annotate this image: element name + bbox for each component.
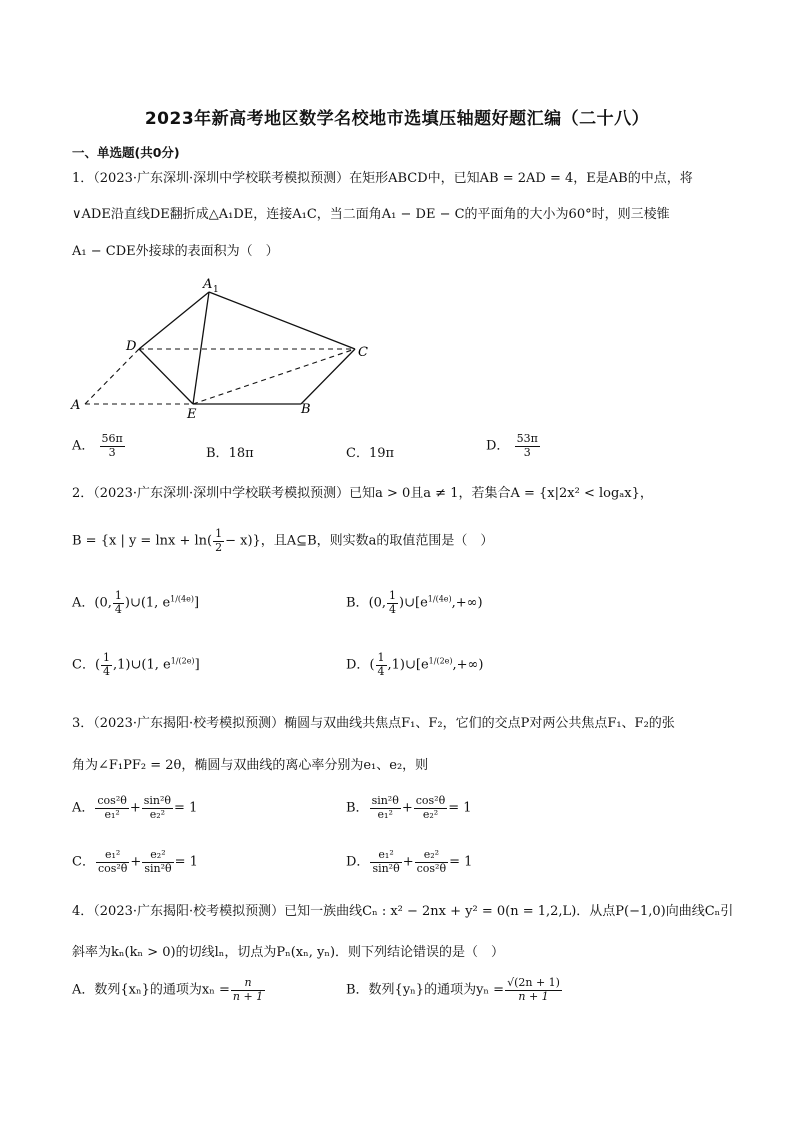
q1-line2: ∨ADE沿直线DE翻折成△A₁DE，连接A₁C，当二面角A₁ − DE − C的平面角的大小为60°时，则三棱锥 — [72, 207, 670, 222]
q4-option-a: A．数列{xₙ}的通项为xₙ = $\frac{n}{n + 1}$ — [72, 976, 264, 1003]
label-a1: A — [203, 277, 213, 292]
q1-option-c: C．19π — [346, 446, 395, 461]
q3-line2: 角为∠F₁PF₂ = 2θ，椭圆与双曲线的离心率分别为e₁、e₂，则 — [72, 758, 429, 773]
section-heading: 一、单选题(共0分) — [72, 145, 180, 160]
edge-d-e — [139, 349, 193, 404]
q1-line1: 1．（2023·广东深圳·深圳中学校联考模拟预测）在矩形ABCD中，已知AB = 2AD = 4，E是AB的中点，将 — [72, 171, 693, 186]
q1-figure — [66, 272, 386, 422]
q3-option-a: A． $\frac{\text{cos²θ}}{\text{e₁²}}$ + $\frac{\text{sin²θ}}{\text{e₂²}}$ = 1 — [72, 794, 198, 821]
document-title: 2023年新高考地区数学名校地市选填压轴题好题汇编（二十八） — [144, 109, 650, 129]
label-a1-sub: 1 — [213, 285, 219, 295]
edge-b-c — [301, 349, 355, 404]
edge-a-d-dashed — [85, 349, 139, 404]
edge-e-c-dashed — [193, 349, 355, 404]
q1-line3: A₁ − CDE外接球的表面积为（ ） — [72, 244, 279, 259]
q3-option-d: D． $\frac{\text{e₁²}}{\text{sin²θ}}$ + $\frac{\text{e₂²}}{\text{cos²θ}}$ = 1 — [346, 848, 473, 875]
q1-option-a: A． $\frac{56\pi}{3}$ — [72, 432, 123, 459]
edge-a1-c — [209, 292, 355, 349]
q1-option-b: B．18π — [206, 446, 254, 461]
q2-line1: 2．（2023·广东深圳·深圳中学校联考模拟预测）已知a > 0且a ≠ 1，若集合A = {x|2x² < logₐx}， — [72, 486, 653, 501]
q3-line1: 3．（2023·广东揭阳·校考模拟预测）椭圆与双曲线共焦点F₁、F₂，它们的交点P对两公共焦点F₁、F₂的张 — [72, 716, 675, 731]
q2-option-b: B．(0, $\frac{1}{4}$ )$\cup[e^{1/(4e)},+\infty)$ — [346, 589, 483, 616]
q2-option-d: D．( $\frac{1}{4}$ $,1)\cup[e^{1/(2e)},+\infty)$ — [346, 651, 484, 678]
q2-option-c: C．( $\frac{1}{4}$ ,1)∪(1, $e^{1/(2e)}$] — [72, 651, 200, 678]
q2-option-a: A．(0, $\frac{1}{4}$ )∪(1, $e^{1/(4e)}$] — [72, 589, 200, 616]
q3-option-b: B． $\frac{\text{sin²θ}}{\text{e₁²}}$ + $\frac{\text{cos²θ}}{\text{e₂²}}$ = 1 — [346, 794, 472, 821]
label-e: E — [187, 407, 197, 422]
q4-line1: 4．（2023·广东揭阳·校考模拟预测）已知一族曲线Cₙ : x² − 2nx + y² = 0(n = 1,2,L)．从点P(−1,0)向曲线Cₙ引 — [72, 904, 734, 919]
label-d: D — [126, 339, 137, 354]
label-b: B — [301, 402, 311, 417]
q4-option-b: B．数列{yₙ}的通项为yₙ = $\frac{√(2n + 1)}{n + 1}$ — [346, 976, 560, 1003]
q1-option-d: D． $\frac{53\pi}{3}$ — [486, 432, 538, 459]
q2-line2: B = {x | y = lnx + ln( $\frac{1}{2}$ − x)}，且A⊆B，则实数a的取值范围是（ ） — [72, 527, 494, 554]
edge-a1-e — [193, 292, 209, 404]
q3-option-c: C． $\frac{\text{e₁²}}{\text{cos²θ}}$ + $\frac{\text{e₂²}}{\text{sin²θ}}$ = 1 — [72, 848, 198, 875]
edge-d-a1 — [139, 292, 209, 349]
label-c: C — [358, 345, 368, 360]
q4-line2: 斜率为kₙ(kₙ > 0)的切线lₙ，切点为Pₙ(xₙ, yₙ)．则下列结论错误的是（ ） — [72, 945, 505, 960]
label-a: A — [71, 398, 81, 413]
